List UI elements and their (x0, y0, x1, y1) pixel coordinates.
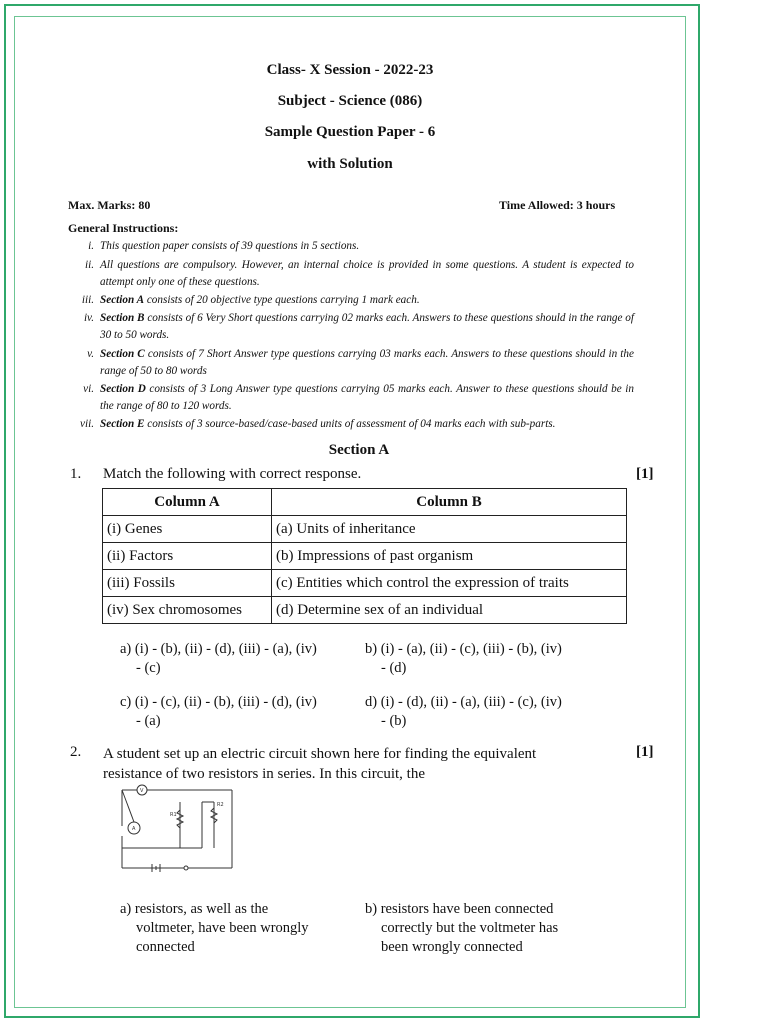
wire (122, 790, 134, 822)
option-d[interactable]: d) (i) - (d), (ii) - (a), (iii) - (c), (iv) - (b) (365, 694, 562, 729)
table-row (103, 543, 627, 570)
table-header-cell: Column B (272, 489, 627, 516)
table-header-row (103, 489, 627, 516)
table-cell: (a) Units of inheritance (272, 516, 627, 543)
question-2-text: A student set up an electric circuit shown here for finding the equivalent resistance of two resistors in series. In this circuit, the (103, 746, 537, 782)
voltmeter-label: V (140, 788, 144, 794)
table-row (103, 597, 627, 624)
question-1-text: Match the following with correct response. (103, 466, 362, 482)
section-a-heading: Section A (328, 442, 390, 458)
table-row (103, 516, 627, 543)
max-marks: Max. Marks: 80 (68, 198, 151, 212)
r1-label: R1 (170, 812, 177, 818)
table-row (103, 570, 627, 597)
ammeter-label: A (132, 826, 136, 832)
option-b[interactable]: b) resistors have been connected correctly but the voltmeter has been wrongly connected (365, 901, 559, 955)
paper-heading: Sample Question Paper - 6 (264, 124, 436, 140)
table-cell: (b) Impressions of past organism (272, 543, 627, 570)
solution-heading: with Solution (307, 156, 393, 172)
circuit-diagram (102, 782, 246, 878)
r2-label: R2 (217, 802, 224, 808)
option-a[interactable]: a) (i) - (b), (ii) - (d), (iii) - (a), (iv) - (c) (120, 641, 317, 676)
option-b[interactable]: b) (i) - (a), (ii) - (c), (iii) - (b), (iv) - (d) (365, 641, 562, 676)
match-table (102, 488, 627, 624)
subject-heading: Subject - Science (086) (277, 93, 423, 109)
table-cell: (iii) Fossils (103, 570, 272, 597)
table-cell: (d) Determine sex of an individual (272, 597, 627, 624)
table-cell: (iv) Sex chromosomes (103, 597, 272, 624)
option-c[interactable]: c) (i) - (c), (ii) - (b), (iii) - (d), (iv) - (a) (120, 694, 317, 729)
question-1-marks: [1] (636, 466, 654, 482)
question-2-marks: [1] (636, 744, 654, 760)
table-header-cell: Column A (103, 489, 272, 516)
table-cell: (i) Genes (103, 516, 272, 543)
table-cell: (ii) Factors (103, 543, 272, 570)
class-session-heading: Class- X Session - 2022-23 (266, 62, 434, 78)
instructions-heading: General Instructions: (68, 221, 179, 235)
time-allowed: Time Allowed: 3 hours (499, 198, 616, 212)
table-cell: (c) Entities which control the expression of traits (272, 570, 627, 597)
question-2-number: 2. (70, 744, 82, 760)
key-symbol (184, 866, 188, 870)
option-a[interactable]: a) resistors, as well as the voltmeter, have been wrongly connected (120, 901, 309, 955)
question-1-number: 1. (70, 466, 82, 482)
